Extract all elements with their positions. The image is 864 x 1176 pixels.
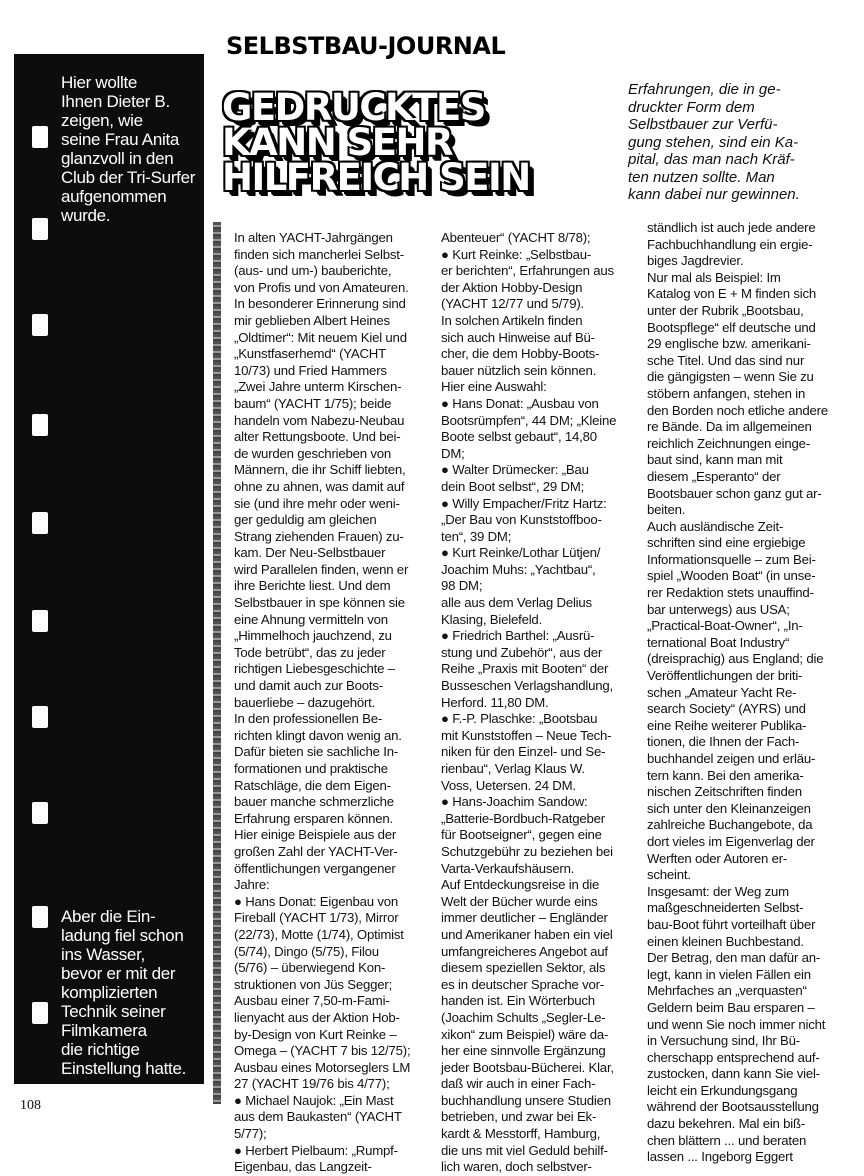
film-caption-bottom: Aber die Ein- ladung fiel schon ins Wasser, bevor er mit der komplizierten Technik seiner Filmkamera die richtige Einstellung hatte. xyxy=(61,907,187,1078)
film-perforation xyxy=(32,1002,48,1024)
film-perforation xyxy=(32,314,48,336)
article-column-2: Abenteuer“ (YACHT 8/78); ● Kurt Reinke: „Selbstbau- er berichten“, Erfahrungen aus der Aktion Hobby-Design (YACHT 12/77 und 5/79). In solchen Artikeln finden sich auch Hinweise auf Bü- cher, die dem Hobby-Boots- bauer nützlich sein können. Hier eine Auswahl: ● Hans Donat: „Ausbau von Bootsrümpfen“, 44 DM; „Kleine Boote selbst gebaut“, 14,80 DM; ● Walter Drümecker: „Bau dein Boot selbst“, 29 DM; ● Willy Empacher/Fritz Hartz: „Der Bau von Kunststoffboo- ten“, 39 DM; ● Kurt Reinke/Lothar Lütjen/ Joachim Muhs: „Yachtbau“, 98 DM; alle aus dem Verlag Delius Klasing, Bielefeld. ● Friedrich Barthel: „Ausrü- stung und Zubehör“, aus der Reihe „Praxis mit Booten“ der Busseschen Verlagshandlung, Herford. 11,80 DM. ● F.-P. Plaschke: „Bootsbau mit Kunststoffen – Neue Tech- niken für den Einzel- und Se- rienbau“, Verlag Klaus W. Voss, Uetersen. 24 DM. ● Hans-Joachim Sandow: „Batterie-Bordbuch-Ratgeber für Bootseigner“, gegen eine Schutzgebühr zu beziehen bei Varta-Verkaufshäusern. Auf Entdeckungsreise in die Welt der Bücher wurde eins immer deutlicher – Engländer und Amerikaner haben ein viel umfangreicheres Angebot auf diesem speziellen Sektor, als es in deutscher Sprache vor- handen ist. Ein Wörterbuch (Joachim Schults „Segler-Le- xikon“ zum Beispiel) wäre da- her eine sinnvolle Ergänzung jeder Bootsbau-Bücherei. Klar, daß wir auch in einer Fach- buchhandlung unsere Studien betrieben, und zwar bei Ek- kardt & Messtorff, Hamburg, die uns mit viel Geduld behilf- lich waren, doch selbstver- xyxy=(441,230,617,1175)
article-column-1: In alten YACHT-Jahrgängen finden sich mancherlei Selbst- (aus- und um-) bauberichte, von Profis und von Amateuren. In besonderer Erinnerung sind mir geblieben Albert Heines „Oldtimer“: Mit neuem Kiel und „Kunstfaserhemd“ (YACHT 10/73) und Fried Hammers „Zwei Jahre unterm Kirschen- baum“ (YACHT 1/75); beide handeln vom Nabezu-Neubau alter Rettungsboote. Und bei- de wurden geschrieben von Männern, die ihr Schiff liebten, ohne zu ahnen, was damit auf sie (und ihre mehr oder weni- ger geduldig am gleichen Strang ziehenden Frauen) zu- kam. Der Neu-Selbstbauer wird Parallelen finden, wenn er ihre Berichte liest. Und dem Selbstbauer in spe können sie eine Ahnung vermitteln von „Himmelhoch jauchzend, zu Tode betrübt“, das zu jeder richtigen Liebesgeschichte – und damit auch zur Boots- bauerliebe – dazugehört. In den professionellen Be- richten klingt davon wenig an. Dafür bieten sie sachliche In- formationen und praktische Ratschläge, die dem Eigen- bauer manche schmerzliche Erfahrung ersparen können. Hier einige Beispiele aus der großen Zahl der YACHT-Ver- öffentlichungen vergangener Jahre: ● Hans Donat: Eigenbau von Fireball (YACHT 1/73), Mirror (22/73), Motte (1/74), Optimist (5/74), Dingo (5/75), Filou (5/76) – überwiegend Kon- struktionen von Jüs Segger; Ausbau einer 7,50-m-Fami- lienyacht aus der Aktion Hob- by-Design von Kurt Reinke – Omega – (YACHT 7 bis 12/75); Ausbau eines Motorseglers LM 27 (YACHT 19/76 bis 4/77); ● Michael Naujok: „Ein Mast aus dem Baukasten“ (YACHT 5/77); ● Herbert Pielbaum: „Rumpf- Eigenbau, das Langzeit- xyxy=(234,230,411,1175)
film-caption-top: Hier wollte Ihnen Dieter B. zeigen, wie seine Frau Anita glanzvoll in den Club der Tri-Surfer aufgenommen wurde. xyxy=(61,73,196,225)
article-column-3: ständlich ist auch jede andere Fachbuchhandlung ein ergie- biges Jagdrevier. Nur mal als Beispiel: Im Katalog von E + M finden sich unter der Rubrik „Bootsbau, Bootspflege“ elf deutsche und 29 englische bzw. amerikani- sche Titel. Und das sind nur die gängigsten – wenn Sie zu stöbern anfangen, stehen in den Borden noch etliche andere re Bände. Da im allgemeinen reichlich Zeichnungen einge- baut sind, kann man mit diesem „Esperanto“ der Bootsbauer schon ganz gut ar- beiten. Auch ausländische Zeit- schriften sind eine ergiebige Informationsquelle – zum Bei- spiel „Wooden Boat“ (in unse- rer Redaktion stets unauffind- bar unterwegs) aus USA; „Practical-Boat-Owner“, „In- ternational Boat Industry“ (dreisprachig) aus England; die Veröffentlichungen der briti- schen „Amateur Yacht Re- search Society“ (AYRS) und eine Reihe weiterer Publika- tionen, die Ihnen der Fach- buchhandel zeigen und erläu- tern kann. Bei den amerika- nischen Zeitschriften finden sich unter den Kleinanzeigen zahlreiche Buchangebote, da dort vieles im Eigenverlag der Werften oder Autoren er- scheint. Insgesamt: der Weg zum maßgeschneiderten Selbst- bau-Boot führt vorteilhaft über einen kleinen Buchbestand. Der Betrag, den man dafür an- legt, kann in vielen Fällen ein Mehrfaches an „verquasten“ Geldern beim Bau ersparen – und wenn Sie noch immer nicht in Versuchung sind, Ihr Bü- cherschapp entsprechend auf- zustocken, dann kann Sie viel- leicht ein Erkundungsgang während der Bootsausstellung dazu bekehren. Mal ein biß- chen blättern ... und beraten lassen ... Ingeborg Eggert xyxy=(647,220,828,1165)
film-perforation xyxy=(32,906,48,928)
film-strip xyxy=(14,54,204,1084)
section-title: SELBSTBAU-JOURNAL xyxy=(226,32,506,60)
page-number: 108 xyxy=(20,1098,41,1113)
headline-line-2: KANN SEHR xyxy=(222,121,452,164)
film-perforation xyxy=(32,414,48,436)
film-perforation xyxy=(32,802,48,824)
film-perforation xyxy=(32,218,48,240)
headline xyxy=(222,86,580,200)
column-divider xyxy=(213,222,221,1104)
film-perforation xyxy=(32,512,48,534)
headline-line-3: HILFREICH SEIN xyxy=(222,156,530,199)
film-perforation xyxy=(32,126,48,148)
intro-text: Erfahrungen, die in ge- druckter Form dem Selbstbauer zur Verfü- gung stehen, sind ein Ka- pital, das man nach Kräf- ten nutzen sollte. Man kann dabei nur gewinnen. xyxy=(628,81,800,203)
film-perforation xyxy=(32,706,48,728)
film-perforation xyxy=(32,610,48,632)
headline-line-1: GEDRUCKTES xyxy=(222,86,485,129)
